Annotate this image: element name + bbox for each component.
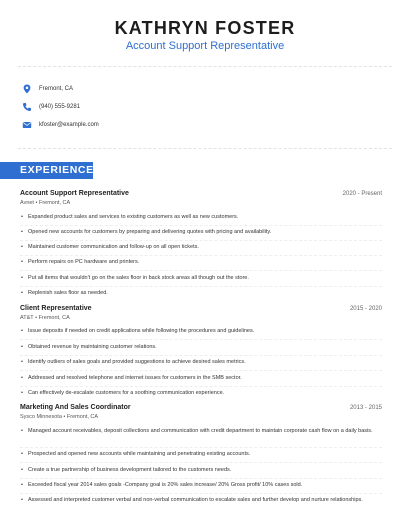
job-company-line: AT&T • Fremont, CA [20, 315, 70, 321]
job-company: AT&T [20, 315, 34, 321]
contact-phone [22, 102, 80, 112]
job-company: Avnet [20, 200, 34, 206]
divider [18, 66, 392, 67]
divider [18, 148, 392, 149]
job-dates: 2013 - 2015 [349, 405, 382, 411]
job-title: Marketing And Sales Coordinator [20, 404, 131, 411]
candidate-title: Account Support Representative [125, 40, 285, 52]
location-pin-icon [22, 84, 32, 94]
contact-email [22, 120, 99, 130]
job-title: Client Representative [20, 305, 92, 312]
location-text: Fremont, CA [39, 86, 74, 92]
experience-section-heading: EXPERIENCE [0, 162, 93, 179]
job-location: Fremont, CA [38, 200, 71, 206]
envelope-icon [22, 120, 32, 130]
phone-text[interactable]: (940) 555-9281 [39, 104, 81, 110]
job-company: Sysco Minnesota [20, 414, 62, 420]
email-text[interactable]: kfoster@example.com [39, 122, 99, 128]
job-location: Fremont, CA [66, 414, 99, 420]
job-company-line: Sysco Minnesota • Fremont, CA [20, 414, 99, 420]
job-company-line: Avnet • Fremont, CA [20, 200, 71, 206]
job-title: Account Support Representative [20, 190, 129, 197]
resume-page: KATHRYN FOSTER Account Support Representative Fremont, CA (940) 555-9281 kfoster@example.com EXPERIENCE Account Support Representative 2020 - Present Avnet • Fremont, CA • Expanded product sales and services to existing customers as well as new customers. • Opened new accounts for customers by preparing and delivering quotes with pricing and availability. • Maintained customer communication and follow-up on all open tickets. • Perform repairs on PC hardware and printers. • Put all items that wouldn't go on the sales floor in back stock areas all though out the store. • Replenish sales floor as needed. Client Representative 2015 - 2020 AT&T • Fremont, CA • Issue deposits if needed on credit applications while following the procedures and guidelines. • Obtained revenue by maintaining customer relations. • Identify outliers of sales goals and provided suggestions to achieve desired sales metrics. • Addressed and resolved telephone and internet issues for customers in the SMB sector. • Can effectively de-escalate customers for a soothing communication experience. Marketing And Sales Coordinator 2013 - 2015 Sysco Minnesota • Fremont, CA • Managed account receivables, deposit collections and communication with credit department to maintain corporate cash flow on a daily basis. • Prospected and opened new accounts while maintaining and penetrating existing accounts. • Create a true partnership of business development tailored to the customers needs. • Exceeded fiscal year 2014 sales goals -Company goal is 20% sales increase/ 20% Gross profit/ 10% cases sold. • Assessed and interpreted customer verbal and non-verbal communication to escalate sales and further develop and nurture relationships. [0, 0, 410, 530]
phone-icon [22, 102, 32, 112]
contact-location [22, 84, 73, 94]
job-location: Fremont, CA [38, 315, 70, 321]
candidate-name: KATHRYN FOSTER [114, 18, 296, 38]
job-dates: 2015 - 2020 [349, 306, 382, 312]
job-dates: 2020 - Present [342, 191, 382, 197]
